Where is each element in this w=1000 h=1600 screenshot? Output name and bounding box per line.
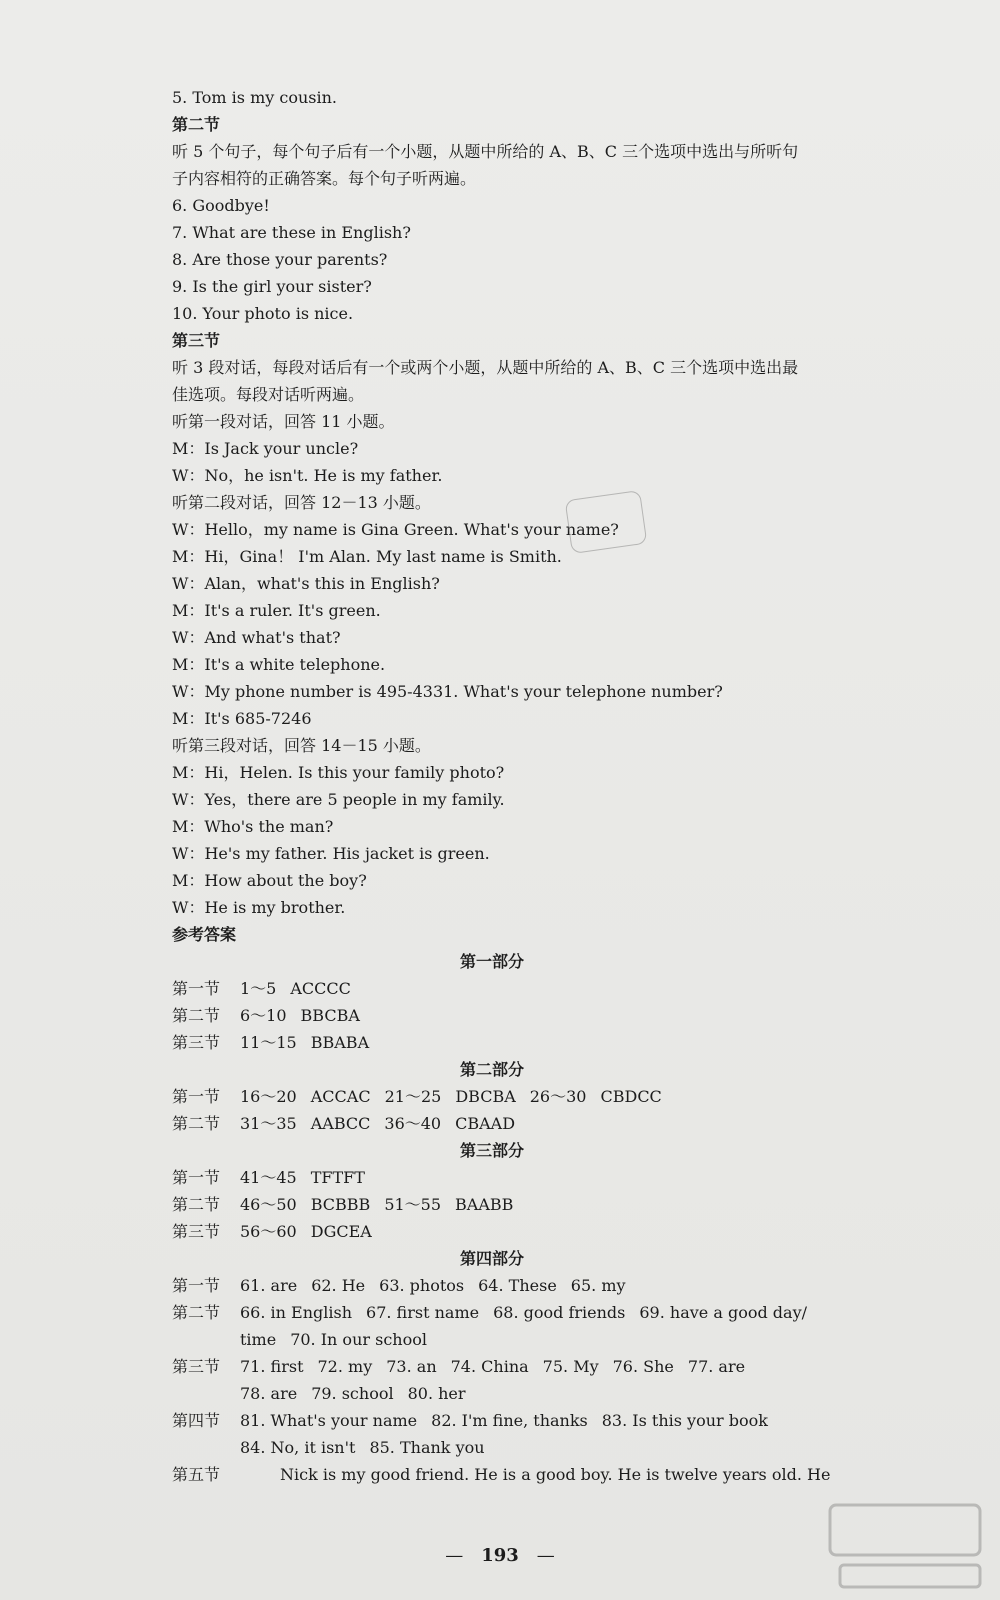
answer-keys: CBDCC	[600, 1087, 662, 1106]
section-3-instructions: 听 3 段对话，每段对话后有一个或两个小题，从题中所给的 A、B、C 三个选项中选出最佳选项。每段对话听两遍。	[172, 358, 799, 404]
answer-item: 76. She	[612, 1357, 674, 1376]
dialogue-line: M：Who's the man?	[172, 817, 334, 836]
answer-item: 65. my	[570, 1276, 626, 1295]
answer-item: 68. good friends	[493, 1303, 626, 1322]
answer-keys: BAABB	[455, 1195, 514, 1214]
answer-keys: BCBBB	[310, 1195, 371, 1214]
answer-range: 21～25	[384, 1087, 442, 1106]
answer-item: 77. are	[687, 1357, 746, 1376]
answer-row-label: 第四节	[172, 1411, 221, 1430]
page-content	[172, 84, 831, 1488]
answer-range: 11～15	[240, 1033, 297, 1052]
answer-item: 72. my	[317, 1357, 373, 1376]
answer-row	[172, 1461, 831, 1488]
answer-item: 79. school	[311, 1384, 394, 1403]
answer-row	[172, 1164, 812, 1191]
dialogue-line: 听第二段对话，回答 12－13 小题。	[172, 493, 431, 512]
answers-title: 参考答案	[172, 925, 237, 944]
section-3-title: 第三节	[172, 331, 221, 350]
answer-item: time	[240, 1330, 277, 1349]
answer-row	[172, 1353, 812, 1380]
answer-row	[172, 1272, 812, 1299]
listening-item: 10. Your photo is nice.	[172, 304, 354, 323]
watermark-logo	[820, 1495, 990, 1595]
answer-row-label: 第二节	[172, 1195, 221, 1214]
answer-item: 74. China	[450, 1357, 529, 1376]
listening-line-5: 5. Tom is my cousin.	[172, 88, 337, 107]
answer-row	[172, 1002, 812, 1029]
answer-row	[172, 1083, 812, 1110]
answer-row-label: 第三节	[172, 1033, 221, 1052]
dialogue-line: M：Hi，Gina！ I'm Alan. My last name is Smith.	[172, 547, 562, 566]
answer-row-label: 第一节	[172, 1087, 221, 1106]
part-1-title: 第一部分	[459, 952, 524, 971]
answer-item: 69. have a good day/	[639, 1303, 807, 1322]
answer-row-label: 第三节	[172, 1222, 221, 1241]
dialogue-line: M：It's a white telephone.	[172, 655, 386, 674]
answer-item: 71. first	[240, 1357, 304, 1376]
answer-row-label: 第一节	[172, 1168, 221, 1187]
answer-range: 56～60	[240, 1222, 297, 1241]
answer-range: 16～20	[240, 1087, 297, 1106]
answer-item: 67. first name	[366, 1303, 480, 1322]
answer-row-label: 第二节	[172, 1006, 221, 1025]
answer-item: 61. are	[240, 1276, 298, 1295]
answer-row-continued	[172, 1434, 812, 1461]
answer-row	[172, 1191, 812, 1218]
answer-row-label: 第一节	[172, 979, 221, 998]
dialogue-line: W：Yes，there are 5 people in my family.	[172, 790, 505, 809]
answer-item: 64. These	[478, 1276, 557, 1295]
part-2-title: 第二部分	[459, 1060, 524, 1079]
answer-keys: ACCAC	[310, 1087, 371, 1106]
answer-item: 83. Is this your book	[601, 1411, 768, 1430]
dialogue-line: W：My phone number is 495-4331. What's your telephone number?	[172, 682, 723, 701]
answer-row	[172, 975, 812, 1002]
answer-passage: Nick is my good friend. He is a good boy. He is twelve years old. He	[280, 1465, 831, 1484]
answer-item: 78. are	[240, 1384, 298, 1403]
answer-keys: AABCC	[310, 1114, 371, 1133]
answer-keys: DGCEA	[310, 1222, 372, 1241]
dialogue-line: M：Is Jack your uncle?	[172, 439, 359, 458]
listening-item: 8. Are those your parents?	[172, 250, 388, 269]
answer-keys: DBCBA	[455, 1087, 516, 1106]
answer-row-label: 第一节	[172, 1276, 221, 1295]
answer-keys: BBABA	[310, 1033, 370, 1052]
answer-row	[172, 1110, 812, 1137]
answer-range: 6～10	[240, 1006, 287, 1025]
dialogue-line: W：No，he isn't. He is my father.	[172, 466, 443, 485]
listening-item: 9. Is the girl your sister?	[172, 277, 372, 296]
answer-range: 41～45	[240, 1168, 297, 1187]
page-number-dash: —	[536, 1545, 555, 1566]
page-number-dash: —	[445, 1545, 464, 1566]
dialogue-line: W：He's my father. His jacket is green.	[172, 844, 490, 863]
answer-row-label: 第二节	[172, 1303, 221, 1322]
answer-row-label: 第二节	[172, 1114, 221, 1133]
answer-row-continued	[172, 1380, 812, 1407]
answer-item: 63. photos	[379, 1276, 465, 1295]
answer-row-continued	[172, 1326, 812, 1353]
answer-row	[172, 1299, 812, 1326]
dialogue-line: M：How about the boy?	[172, 871, 367, 890]
answer-range: 1～5	[240, 979, 277, 998]
answer-item: 81. What's your name	[240, 1411, 418, 1430]
answer-row-label: 第三节	[172, 1357, 221, 1376]
answer-row	[172, 1407, 812, 1434]
dialogue-line: W：And what's that?	[172, 628, 341, 647]
answer-range: 26～30	[529, 1087, 587, 1106]
answer-row	[172, 1029, 812, 1056]
listening-item: 6. Goodbye!	[172, 196, 270, 215]
answer-item: 73. an	[386, 1357, 437, 1376]
answer-range: 51～55	[384, 1195, 442, 1214]
answer-item: 70. In our school	[290, 1330, 427, 1349]
answer-keys: BBCBA	[300, 1006, 360, 1025]
answer-item: 62. He	[311, 1276, 366, 1295]
section-2-title: 第二节	[172, 115, 221, 134]
dialogue-line: W：Alan，what's this in English?	[172, 574, 440, 593]
part-4-title: 第四部分	[459, 1249, 524, 1268]
section-2-instructions: 听 5 个句子，每个句子后有一个小题，从题中所给的 A、B、C 三个选项中选出与所听句子内容相符的正确答案。每个句子听两遍。	[172, 142, 799, 188]
dialogue-line: 听第一段对话，回答 11 小题。	[172, 412, 395, 431]
seal-stamp	[565, 490, 648, 554]
answer-item: 85. Thank you	[369, 1438, 485, 1457]
answer-keys: ACCCC	[290, 979, 351, 998]
dialogue-line: M：Hi，Helen. Is this your family photo?	[172, 763, 505, 782]
answer-item: 84. No, it isn't	[240, 1438, 356, 1457]
answer-keys: TFTFT	[310, 1168, 365, 1187]
dialogue-line: W：He is my brother.	[172, 898, 346, 917]
dialogue-line: 听第三段对话，回答 14－15 小题。	[172, 736, 431, 755]
page-number-value: 193	[481, 1545, 519, 1566]
answer-row-label: 第五节	[172, 1465, 221, 1484]
answer-item: 82. I'm fine, thanks	[431, 1411, 588, 1430]
answer-item: 75. My	[542, 1357, 599, 1376]
listening-item: 7. What are these in English?	[172, 223, 411, 242]
dialogue-line: M：It's 685-7246	[172, 709, 312, 728]
answer-range: 31～35	[240, 1114, 297, 1133]
answer-range: 36～40	[384, 1114, 442, 1133]
dialogue-line: M：It's a ruler. It's green.	[172, 601, 381, 620]
answer-item: 66. in English	[240, 1303, 353, 1322]
answer-item: 80. her	[407, 1384, 466, 1403]
part-3-title: 第三部分	[459, 1141, 524, 1160]
dialogue-line: W：Hello，my name is Gina Green. What's your name?	[172, 520, 619, 539]
answer-keys: CBAAD	[455, 1114, 516, 1133]
answer-range: 46～50	[240, 1195, 297, 1214]
answer-row	[172, 1218, 812, 1245]
